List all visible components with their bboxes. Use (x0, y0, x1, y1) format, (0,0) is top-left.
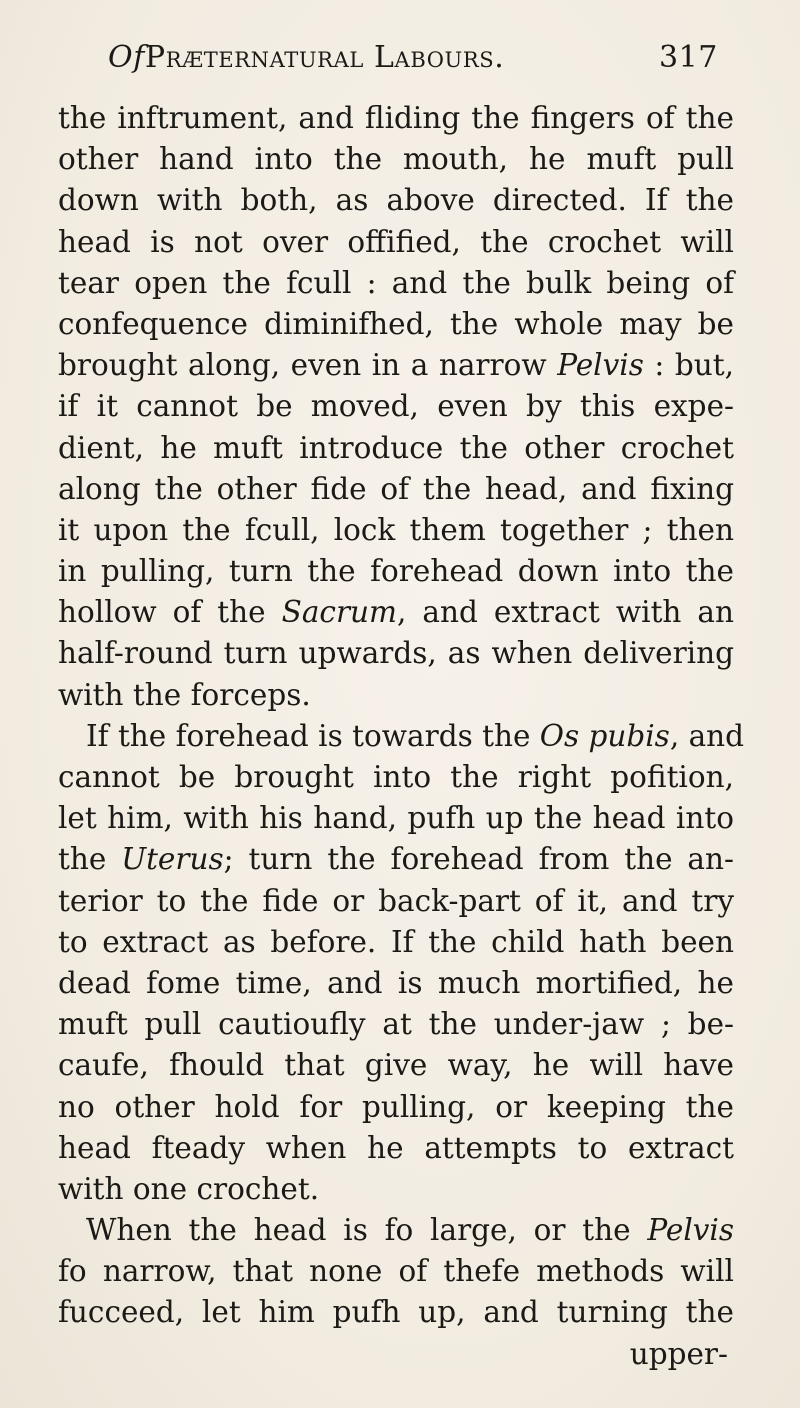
text-line (58, 510, 734, 551)
header-title: Præternatural Labours. (144, 40, 505, 75)
text-segment: upper- (629, 1336, 728, 1371)
text-line (58, 551, 734, 592)
text-line (58, 98, 734, 139)
text-line (58, 633, 734, 674)
text-segment: to extract as before. If the child hath been (58, 924, 734, 959)
header-prefix: Of (108, 40, 145, 75)
text-segment: with one crochet. (58, 1171, 320, 1206)
text-segment: along the other fide of the head, and fixing (58, 471, 734, 506)
italic-term: Sacrum (281, 595, 398, 630)
text-segment: cannot be brought into the right pofition, (58, 760, 734, 794)
text-segment: ; turn the forehead from the an- (223, 842, 734, 877)
italic-term: Pelvis (557, 348, 644, 383)
text-segment: hollow of the (58, 595, 282, 630)
text-segment: in pulling, turn the forehead down into the (58, 554, 734, 589)
text-line (58, 1169, 734, 1210)
text-segment: , and extract with an (397, 595, 735, 630)
page-number: 317 (658, 40, 718, 75)
text-segment: no other hold for pulling, or keeping the (58, 1089, 734, 1124)
text-line (58, 139, 734, 180)
text-segment: down with both, as above directed. If the (58, 183, 734, 218)
catchword (58, 1334, 734, 1375)
text-line (58, 1251, 734, 1292)
text-line (58, 881, 734, 922)
text-segment: terior to the fide or back-part of it, and try (58, 883, 734, 918)
text-segment: head fteady when he attempts to extract (58, 1130, 734, 1165)
text-segment: caufe, fhould that give way, he will have (58, 1048, 734, 1083)
text-line (58, 716, 745, 757)
italic-term: Uterus (121, 842, 224, 877)
text-line (58, 222, 734, 263)
text-line (58, 1128, 734, 1169)
text-line (58, 1292, 734, 1333)
text-segment: let him, with his hand, pufh up the head into (58, 801, 734, 836)
italic-term: Pelvis (647, 1213, 734, 1248)
text-line (58, 386, 734, 427)
text-segment: half-round turn upwards, as when delivering (58, 636, 734, 671)
text-segment: the (58, 842, 122, 877)
text-segment: fucceed, let him pufh up, and turning the (58, 1295, 734, 1330)
body-text (58, 98, 745, 1375)
text-segment: other hand into the mouth, he muft pull (58, 142, 734, 177)
text-line (58, 798, 734, 839)
text-line (58, 1004, 734, 1045)
text-line (58, 1045, 734, 1086)
text-line (58, 180, 734, 221)
text-line (58, 304, 734, 345)
text-line (58, 963, 734, 1004)
italic-term: Os pubis (539, 718, 670, 753)
text-segment: dient, he muft introduce the other crochet (58, 430, 734, 465)
text-segment: with the forceps. (58, 677, 311, 712)
text-segment: if it cannot be moved, even by this expe- (58, 389, 734, 424)
text-line (58, 1087, 734, 1128)
text-segment: the inftrument, and fliding the fingers of the (58, 101, 734, 135)
text-segment: When the head is fo large, or the (86, 1213, 648, 1248)
text-line (58, 922, 734, 963)
text-line (58, 839, 734, 880)
text-segment: fo narrow, that none of thefe methods will (58, 1254, 734, 1289)
text-segment: confequence diminifhed, the whole may be (58, 306, 734, 341)
text-line (58, 675, 734, 716)
text-segment: If the forehead is towards the (86, 718, 540, 753)
running-header (108, 40, 718, 92)
text-segment: head is not over offified, the crochet will (58, 224, 734, 259)
text-line (58, 592, 734, 633)
text-line (58, 345, 734, 386)
text-line (58, 428, 734, 469)
text-line (58, 263, 734, 304)
text-segment: tear open the fcull : and the bulk being of (58, 265, 734, 300)
text-segment: , and (669, 718, 745, 753)
text-segment: it upon the fcull, lock them together ; then (58, 512, 734, 547)
text-line (58, 1210, 734, 1251)
text-line (58, 757, 734, 798)
text-line (58, 469, 734, 510)
text-segment: muft pull cautioufly at the under-jaw ; be- (58, 1007, 734, 1042)
text-segment: : but, (643, 348, 734, 383)
text-segment: brought along, even in a narrow (58, 348, 558, 383)
text-segment: dead fome time, and is much mortified, he (58, 965, 734, 1000)
